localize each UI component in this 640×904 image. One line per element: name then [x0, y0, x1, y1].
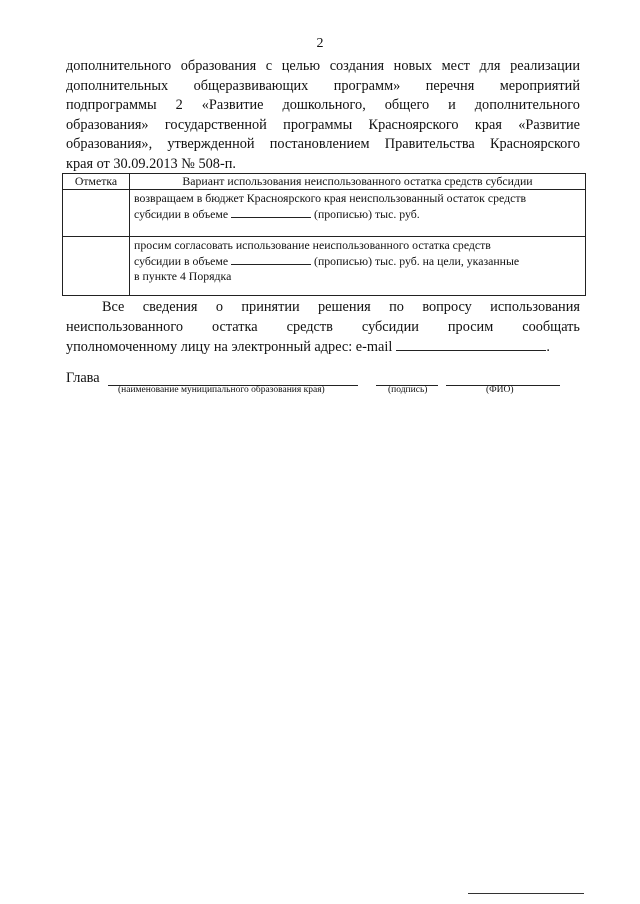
usage-option-table	[62, 173, 586, 296]
word: дополнительного	[474, 97, 580, 114]
option-approve	[130, 237, 586, 296]
word: постановлением	[269, 136, 370, 153]
word: Красноярского	[368, 116, 459, 133]
word: образования	[180, 58, 257, 74]
header-option: Вариант использования неиспользованного остатка средств субсидии	[130, 174, 586, 190]
paragraph-line	[66, 116, 580, 136]
word: новых	[393, 58, 432, 74]
option-return-line2	[134, 206, 581, 222]
table-row	[63, 237, 586, 296]
signature-caption: (подпись)	[388, 385, 428, 395]
option-approve-line3: в пункте 4 Порядка	[134, 269, 232, 283]
word: 2	[175, 97, 183, 114]
word: решения	[318, 299, 371, 315]
word: перечня	[425, 77, 475, 94]
word: с	[265, 58, 273, 74]
word: субсидии	[361, 318, 419, 335]
closing-email-line	[66, 337, 580, 358]
full-name-caption: (ФИО)	[486, 385, 514, 395]
signature-label: Глава	[66, 370, 100, 386]
word: дополнительных	[66, 77, 169, 94]
word: «Развитие	[518, 116, 580, 133]
signature-block	[66, 370, 586, 410]
email-prefix: уполномоченному лицу на электронный адрес: e-mail	[66, 339, 393, 356]
word: утвержденной	[167, 136, 255, 153]
amount-suffix: (прописью) тыс. руб.	[314, 207, 420, 221]
word: мест	[441, 58, 470, 74]
word: создания	[329, 58, 385, 74]
word: образования»	[66, 116, 149, 133]
word: дополнительного	[66, 58, 172, 74]
option-approve-line2	[134, 253, 581, 269]
paragraph-line	[66, 318, 580, 338]
word: реализации	[510, 58, 580, 74]
word: мероприятий	[499, 77, 580, 94]
paragraph-line	[66, 57, 580, 77]
word: средств	[286, 318, 333, 335]
word: общего	[384, 97, 430, 114]
word: целью	[281, 58, 321, 74]
mark-cell-return[interactable]	[63, 190, 130, 237]
word: использования	[490, 299, 580, 315]
word: по	[389, 299, 404, 315]
option-return	[130, 190, 586, 237]
word: сообщать	[522, 318, 580, 335]
word: дошкольного,	[282, 97, 366, 114]
word: края	[474, 116, 502, 133]
amount-prefix: субсидии в объеме	[134, 207, 229, 221]
closing-paragraph	[66, 298, 580, 358]
closing-lines	[66, 298, 580, 337]
paragraph-line	[66, 135, 580, 155]
mark-cell-approve[interactable]	[63, 237, 130, 296]
amount-suffix: (прописью) тыс. руб. на цели, указанные	[314, 254, 520, 268]
municipality-caption: (наименование муниципального образования края)	[118, 385, 325, 395]
footer-rule	[468, 893, 584, 894]
word: образования»,	[66, 136, 153, 153]
word: подпрограммы	[66, 97, 157, 114]
amount-prefix: субсидии в объеме	[134, 254, 229, 268]
word: сведения	[142, 299, 198, 315]
amount-blank-field[interactable]	[231, 253, 311, 265]
word: о	[215, 299, 224, 315]
word: принятии	[241, 299, 300, 315]
word: программ»	[333, 77, 401, 94]
paragraph-line	[66, 77, 580, 97]
word: общеразвивающих	[193, 77, 309, 94]
word: «Развитие	[201, 97, 264, 114]
word: для	[479, 58, 501, 74]
word: просим	[447, 318, 494, 335]
page-number: 2	[316, 36, 324, 51]
email-blank-field[interactable]	[396, 337, 546, 351]
word: остатка	[212, 318, 258, 335]
amount-blank-field[interactable]	[231, 206, 311, 218]
paragraph-line	[66, 298, 580, 318]
header-mark: Отметка	[63, 174, 130, 190]
paragraph-line: края от 30.09.2013 № 508-п.	[66, 155, 236, 172]
word: Все	[102, 299, 125, 315]
word: вопросу	[422, 299, 472, 315]
table-header-row	[63, 174, 586, 190]
word: государственной	[164, 116, 267, 133]
intro-paragraph	[66, 57, 580, 175]
option-return-line1: возвращаем в бюджет Красноярского края неиспользованный остаток средств	[134, 191, 527, 205]
email-suffix: .	[546, 339, 550, 356]
paragraph-line	[66, 96, 580, 116]
table-row	[63, 190, 586, 237]
word: и	[448, 97, 456, 114]
word: Правительства	[384, 136, 475, 153]
option-approve-line1: просим согласовать использование неиспользованного остатка средств	[134, 238, 491, 252]
word: неиспользованного	[66, 318, 183, 335]
word: программы	[283, 116, 353, 133]
word: Красноярского	[489, 136, 580, 153]
